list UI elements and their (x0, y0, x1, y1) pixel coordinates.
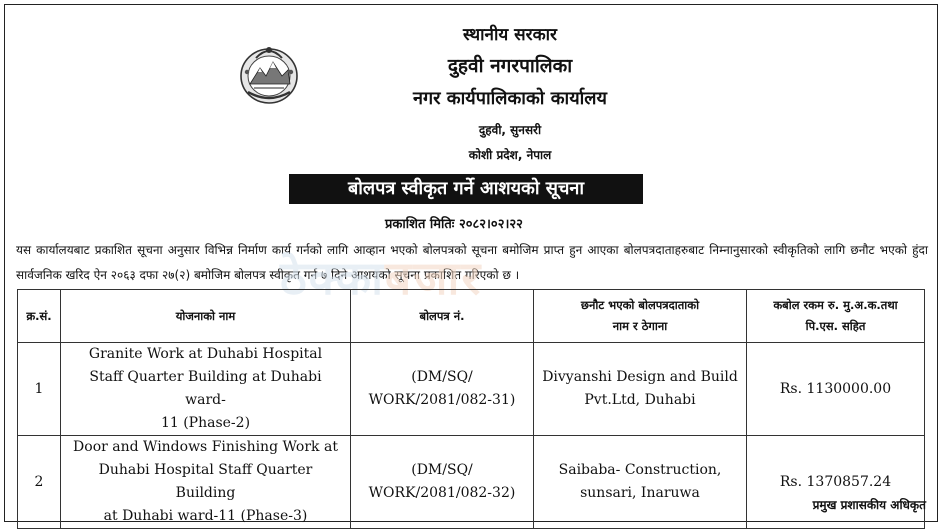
bid-line: (DM/SQ/ (411, 462, 473, 478)
row-amount: Rs. 1370857.24 (747, 436, 925, 529)
project-line: Duhabi Hospital Staff Quarter Building (98, 462, 313, 501)
row-bidder (534, 343, 747, 436)
col-header-sn: क्र.सं. (18, 290, 61, 343)
bid-line: (DM/SQ/ (411, 369, 473, 385)
publish-date: प्रकाशित मितिः २०८२।०२।२२ (385, 217, 523, 232)
row-sn: 1 (18, 343, 61, 436)
col-header-amount (747, 290, 925, 343)
col-header-bidder (534, 290, 747, 343)
address-province: कोशी प्रदेश, नेपाल (468, 148, 552, 162)
bid-line: WORK/2081/082-32) (368, 485, 516, 501)
col-header-bidder-line1: छनौट भएको बोलपत्रदाताको (580, 298, 700, 312)
nepal-government-emblem-icon (238, 40, 300, 106)
signature-title: प्रमुख प्रशासकीय अधिकृत (812, 498, 926, 512)
table-row (18, 343, 925, 436)
project-line: Granite Work at Duhabi Hospital (88, 346, 323, 362)
row-sn: 2 (18, 436, 61, 529)
government-level: स्थानीय सरकार (462, 25, 557, 45)
address-district: दुहवी, सुनसरी (478, 123, 542, 137)
awarded-bids-table (17, 289, 925, 529)
table-row (18, 436, 925, 529)
bidder-line: sunsari, Inaruwa (580, 485, 700, 501)
bidder-line: Saibaba- Construction, (558, 462, 722, 478)
row-amount: Rs. 1130000.00 (747, 343, 925, 436)
project-line: 11 (Phase-2) (160, 415, 251, 431)
watermark-part-2: बजार (385, 251, 483, 305)
bidder-line: Pvt.Ltd, Duhabi (584, 392, 696, 408)
project-line: at Duhabi ward-11 (Phase-3) (103, 508, 308, 524)
watermark-part-1: ठेक्का (280, 251, 386, 305)
col-header-bidder-line2: नाम र ठेगाना (612, 319, 668, 333)
row-bid-number (351, 343, 534, 436)
col-header-bid-no: बोलपत्र नं. (351, 290, 534, 343)
notice-title: बोलपत्र स्वीकृत गर्ने आशयको सूचना (289, 174, 643, 204)
bid-line: WORK/2081/082-31) (368, 392, 516, 408)
bidder-line: Divyanshi Design and Build (542, 369, 738, 385)
project-line: Door and Windows Finishing Work at (73, 439, 338, 455)
row-bidder (534, 436, 747, 529)
office-name: नगर कार्यपालिकाको कार्यालय (413, 88, 607, 109)
project-line: Staff Quarter Building at Duhabi ward- (89, 369, 322, 408)
row-project-name (61, 343, 351, 436)
col-header-amount-line1: कबोल रकम रु. मु.अ.क.तथा (773, 298, 898, 312)
municipality-name: दुहवी नगरपालिका (447, 55, 573, 77)
row-project-name (61, 436, 351, 529)
col-header-project: योजनाको नाम (61, 290, 351, 343)
col-header-amount-line2: पि.एस. सहित (805, 319, 866, 333)
row-bid-number (351, 436, 534, 529)
notice-paragraph: यस कार्यालयबाट प्रकाशित सूचना अनुसार विभिन्न निर्माण कार्य गर्नको लागि आव्हान भएको बोलपत्रको सूचना बमोजिम प्राप्त हुन आएका बोलपत्रदाताहरुबाट निम्नानुसारको स्वीकृतिको लागि छनौट भएको हुंदा सार्वजनिक खरिद ऐन २०६३ दफा २७(२) बमोजिम बोलपत्र स्वीकृत गर्न ७ दिने आशयको सूचना प्रकाशित गरिएको छ । (16, 243, 928, 282)
table-header-row (18, 290, 925, 343)
